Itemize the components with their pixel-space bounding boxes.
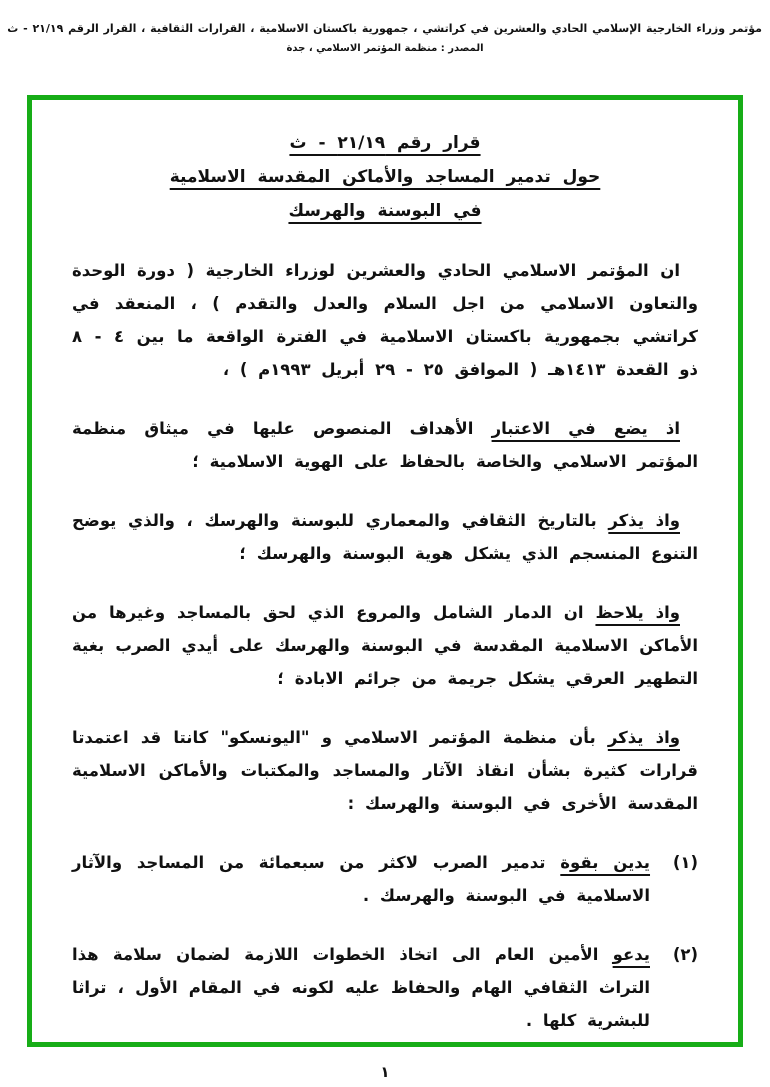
page-footer bbox=[0, 1062, 770, 1081]
paragraph-text: بالتاريخ الثقافي والمعماري للبوسنة والهرسك ، والذي يوضح التنوع المنسجم الذي يشكل هوية البوسنة والهرسك ؛ bbox=[72, 511, 698, 563]
clause-paragraph-3 bbox=[72, 596, 698, 695]
item-paragraph bbox=[72, 938, 650, 1037]
paragraph-text: الأهداف المنصوص عليها في ميثاق منظمة المؤتمر الاسلامي والخاصة بالحفاظ على الهوية الاسلامية ؛ bbox=[72, 419, 698, 471]
clause-paragraph-1 bbox=[72, 412, 698, 478]
clause-paragraph-2 bbox=[72, 504, 698, 570]
item-number: (٢) bbox=[672, 945, 698, 964]
operative-item-1 bbox=[72, 846, 698, 912]
resolution-frame bbox=[27, 95, 743, 1047]
paragraph-text: بأن منظمة المؤتمر الاسلامي و "اليونسكو" كانتا قد اعتمدتا قرارات كثيرة بشأن انقاذ الآثار والمساجد والمكتبات والأماكن الاسلامية المقدسة الأخرى في البوسنة والهرسك : bbox=[72, 728, 698, 813]
item-lead: يدين بقوة bbox=[560, 853, 651, 872]
clause-lead: واذ يذكر bbox=[607, 728, 680, 747]
resolution-subject-title: حول تدمير المساجد والأماكن المقدسة الاسلامية bbox=[169, 167, 601, 187]
resolution-number-title: قرار رقم ٢١/١٩ - ث bbox=[289, 133, 481, 153]
item-number: (١) bbox=[672, 853, 698, 872]
clause-paragraph-4 bbox=[72, 721, 698, 820]
header-source: المصدر : منظمة المؤتمر الاسلامي ، جدة bbox=[286, 43, 484, 54]
item-lead: يدعو bbox=[612, 945, 650, 964]
clause-lead: واذ يلاحظ bbox=[595, 603, 680, 622]
paragraph-text: ان الدمار الشامل والمروع الذي لحق بالمساجد وغيرها من الأماكن الاسلامية المقدسة في البوسنة والهرسك على أيدي الصرب بغية التطهير العرقي يشكل جريمة من جرائم الابادة ؛ bbox=[72, 603, 698, 688]
paragraph-text: تدمير الصرب لاكثر من سبعمائة من المساجد والآثار الاسلامية في البوسنة والهرسك . bbox=[72, 853, 650, 905]
clause-lead: واذ يذكر bbox=[608, 511, 680, 530]
paragraph-text: الأمين العام الى اتخاذ الخطوات اللازمة لضمان سلامة هذا التراث الثقافي الهام والحفاظ عليه لكونه في المقام الأول ، تراثا للبشرية كلها . bbox=[72, 945, 650, 1030]
resolution-title-block bbox=[72, 126, 698, 228]
resolution-region-title: في البوسنة والهرسك bbox=[288, 201, 482, 221]
header-title: مؤتمر وزراء الخارجية الإسلامي الحادي والعشرين في كراتشي ، جمهورية باكستان الاسلامية ، القرارات الثقافية ، القرار الرقم ٢١/١٩ - ث bbox=[7, 22, 762, 35]
operative-item-2 bbox=[72, 938, 698, 1037]
page-number: ١ bbox=[380, 1063, 390, 1081]
document-header bbox=[8, 22, 762, 54]
paragraph-text: ان المؤتمر الاسلامي الحادي والعشرين لوزراء الخارجية ( دورة الوحدة والتعاون الاسلامي من اجل السلام والعدل والتقدم ) ، المنعقد في كراتشي بجمهورية باكستان الاسلامية في الفترة الواقعة ما بين ٤ - ٨ ذو القعدة ١٤١٣هـ ( الموافق ٢٥ - ٢٩ أبريل ١٩٩٣م ) ، bbox=[72, 261, 698, 379]
item-paragraph bbox=[72, 846, 650, 912]
clause-lead: اذ يضع في الاعتبار bbox=[491, 419, 680, 438]
preamble-paragraph bbox=[72, 254, 698, 386]
